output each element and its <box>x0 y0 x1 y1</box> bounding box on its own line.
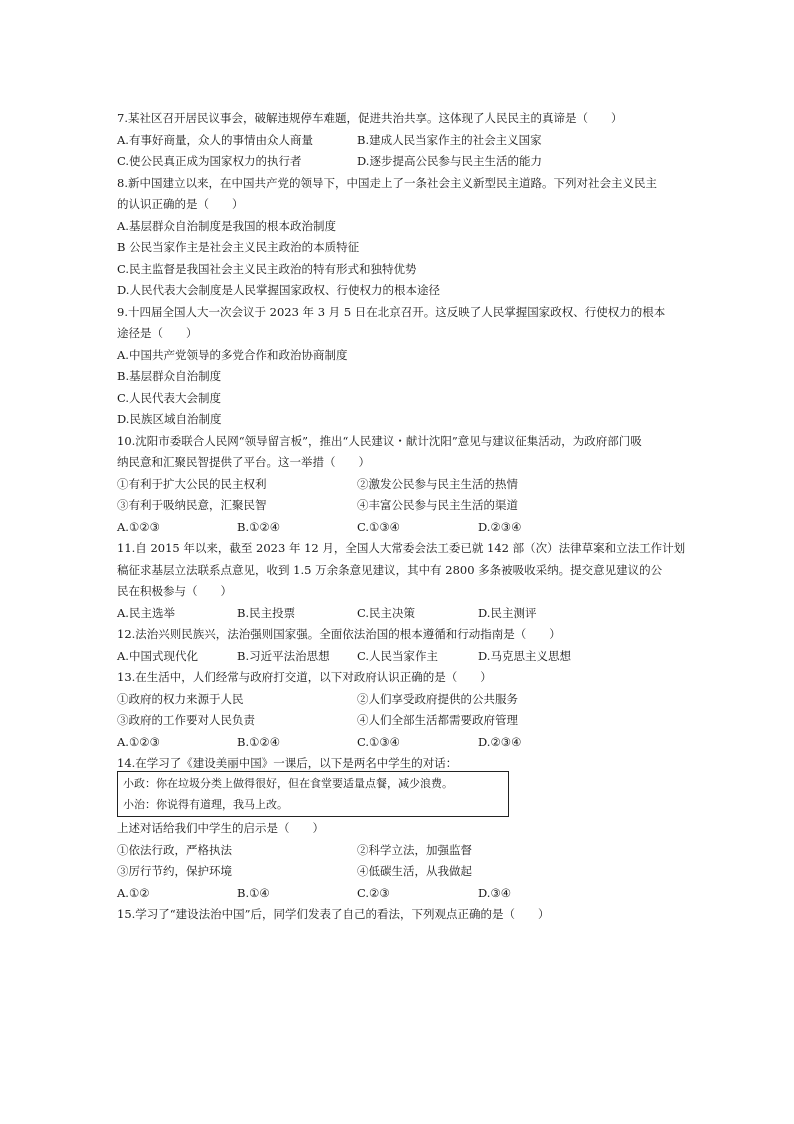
q13-statement-3: ③政府的工作要对人民负责 <box>117 713 255 727</box>
q13-option-a: A.①②③ <box>117 735 160 749</box>
q14-statement-2: ②科学立法，加强监督 <box>357 843 472 857</box>
q7-option-d: D.逐步提高公民参与民主生活的能力 <box>357 154 542 168</box>
q10-statement-4: ④丰富公民参与民主生活的渠道 <box>357 498 518 512</box>
q15-stem: 15.学习了“建设法治中国”后，同学们发表了自己的看法，下列观点正确的是（ ） <box>117 907 550 921</box>
q12-option-b: B.习近平法治思想 <box>237 649 330 663</box>
q8-option-d: D.人民代表大会制度是人民掌握国家政权、行使权力的根本途径 <box>117 283 440 297</box>
q9-option-c: C.人民代表大会制度 <box>117 391 222 405</box>
q10-option-d: D.②③④ <box>478 520 522 534</box>
q9-option-a: A.中国共产党领导的多党合作和政治协商制度 <box>117 348 348 362</box>
q14-stem-line2: 上述对话给我们中学生的启示是（ ） <box>117 821 324 835</box>
q10-option-b: B.①②④ <box>237 520 281 534</box>
q10-stem-line1: 10.沈阳市委联合人民网“领导留言板”，推出“人民建议・献计沈阳”意见与建议征集活动，为政府部门吸 <box>117 434 642 448</box>
q14-dialog-box <box>117 771 509 817</box>
q8-stem-line1: 8.新中国建立以来，在中国共产党的领导下，中国走上了一条社会主义新型民主道路。下列对社会主义民主 <box>117 176 657 190</box>
q13-statement-4: ④人们全部生活都需要政府管理 <box>357 713 518 727</box>
q9-stem-line2: 途径是（ ） <box>117 326 198 340</box>
q14-statement-1: ①依法行政，严格执法 <box>117 843 232 857</box>
q10-option-a: A.①②③ <box>117 520 160 534</box>
q14-option-a: A.①② <box>117 886 150 900</box>
q14-statement-3: ③厉行节约，保护环境 <box>117 864 232 878</box>
q7-option-b: B.建成人民当家作主的社会主义国家 <box>357 133 542 147</box>
q11-option-d: D.民主测评 <box>478 606 537 620</box>
q10-statement-3: ③有利于吸纳民意，汇聚民智 <box>117 498 267 512</box>
q10-option-c: C.①③④ <box>357 520 400 534</box>
q10-stem-line2: 纳民意和汇聚民智提供了平台。这一举措（ ） <box>117 455 370 469</box>
q13-option-d: D.②③④ <box>478 735 522 749</box>
q12-stem: 12.法治兴则民族兴，法治强则国家强。全面依法治国的根本遵循和行动指南是（ ） <box>117 627 561 641</box>
q11-stem-line3: 民在积极参与（ ） <box>117 584 232 598</box>
q7-stem: 7.某社区召开居民议事会，破解违规停车难题，促进共治共享。这体现了人民民主的真谛是（ ） <box>117 111 623 125</box>
q10-statement-1: ①有利于扩大公民的民主权利 <box>117 477 267 491</box>
q9-stem-line1: 9.十四届全国人大一次会议于 2023 年 3 月 5 日在北京召开。这反映了人民掌握国家政权、行使权力的根本 <box>117 305 666 319</box>
q13-statement-1: ①政府的权力来源于人民 <box>117 692 244 706</box>
q14-dialog-line1: 小政：你在垃圾分类上做得很好，但在食堂要适量点餐，减少浪费。 <box>123 777 453 790</box>
q13-statement-2: ②人们享受政府提供的公共服务 <box>357 692 518 706</box>
q9-option-d: D.民族区域自治制度 <box>117 412 222 426</box>
q12-option-d: D.马克思主义思想 <box>478 649 571 663</box>
q14-dialog-line2: 小治：你说得有道理，我马上改。 <box>123 798 288 811</box>
q11-stem-line1: 11.自 2015 年以来，截至 2023 年 12 月，全国人大常委会法工委已就 142 部（次）法律草案和立法工作计划 <box>117 541 686 555</box>
q12-option-c: C.人民当家作主 <box>357 649 439 663</box>
q8-option-a: A.基层群众自治制度是我国的根本政治制度 <box>117 219 336 233</box>
q14-statement-4: ④低碳生活，从我做起 <box>357 864 472 878</box>
q7-option-a: A.有事好商量，众人的事情由众人商量 <box>117 133 313 147</box>
q11-option-b: B.民主投票 <box>237 606 296 620</box>
q9-option-b: B.基层群众自治制度 <box>117 369 222 383</box>
q7-option-c: C.使公民真正成为国家权力的执行者 <box>117 154 302 168</box>
q13-option-c: C.①③④ <box>357 735 400 749</box>
q11-option-c: C.民主决策 <box>357 606 416 620</box>
q14-option-d: D.③④ <box>478 886 512 900</box>
q13-stem: 13.在生活中，人们经常与政府打交道，以下对政府认识正确的是（ ） <box>117 670 492 684</box>
q8-option-c: C.民主监督是我国社会主义民主政治的特有形式和独特优势 <box>117 262 417 276</box>
q11-stem-line2: 稿征求基层立法联系点意见，收到 1.5 万余条意见建议，其中有 2800 多条被吸收采纳。提交意见建议的公 <box>117 563 663 577</box>
q13-option-b: B.①②④ <box>237 735 281 749</box>
q8-stem-line2: 的认识正确的是（ ） <box>117 197 244 211</box>
q8-option-b: B 公民当家作主是社会主义民主政治的本质特征 <box>117 240 360 254</box>
q10-statement-2: ②激发公民参与民主生活的热情 <box>357 477 518 491</box>
q14-option-b: B.①④ <box>237 886 270 900</box>
q14-stem: 14.在学习了《建设美丽中国》一课后，以下是两名中学生的对话： <box>117 756 458 770</box>
q14-option-c: C.②③ <box>357 886 390 900</box>
q11-option-a: A.民主选举 <box>117 606 175 620</box>
q12-option-a: A.中国式现代化 <box>117 649 198 663</box>
